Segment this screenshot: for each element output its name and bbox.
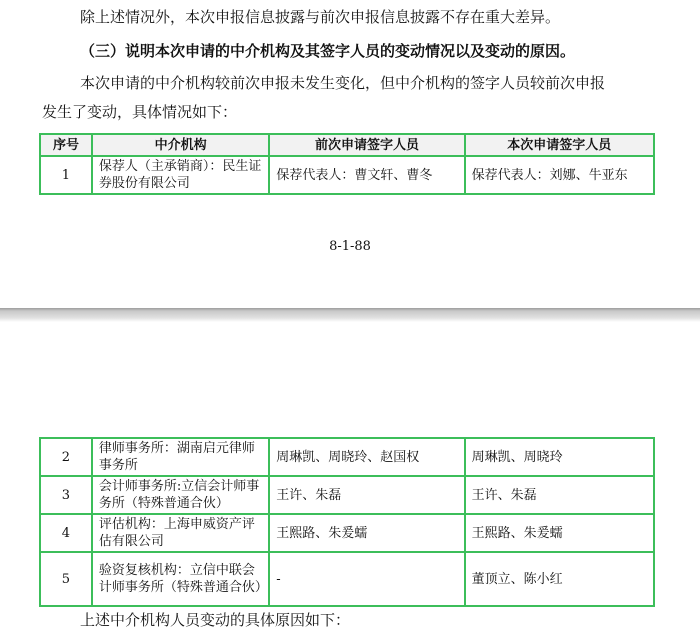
previous-signers-cell: -: [269, 552, 464, 606]
table-row: [40, 438, 654, 476]
paragraph-line: 上述中介机构人员变动的具体原因如下：: [80, 611, 351, 629]
table-header-row: [40, 134, 654, 156]
agency-cell: 验资复核机构：立信中联会计师事务所（特殊普通合伙）: [92, 552, 269, 606]
section-heading: （三）说明本次申请的中介机构及其签字人员的变动情况以及变动的原因。: [80, 42, 576, 60]
previous-signers-cell: 王许、朱磊: [269, 476, 464, 514]
current-signers-cell: 王许、朱磊: [465, 476, 654, 514]
agency-cell: 律师事务所：湖南启元律师事务所: [92, 438, 269, 476]
page-number: 8-1-88: [329, 239, 371, 254]
page-separator: [0, 308, 700, 322]
paragraph-line: 发生了变动，具体情况如下：: [42, 103, 238, 121]
current-signers-cell: 周琳凯、周晓玲: [465, 438, 654, 476]
table-row: [40, 514, 654, 552]
row-number: 3: [40, 476, 92, 514]
current-signers-cell: 王熙路、朱爰蠕: [465, 514, 654, 552]
previous-signers-cell: 王熙路、朱爰蠕: [269, 514, 464, 552]
column-header: 中介机构: [92, 134, 269, 156]
table-row: [40, 476, 654, 514]
agency-cell: 保荐人（主承销商）：民生证券股份有限公司: [92, 156, 269, 194]
agency-change-table-continued: [39, 437, 655, 607]
row-number: 4: [40, 514, 92, 552]
current-signers-cell: 保荐代表人：刘娜、牛亚东: [465, 156, 654, 194]
column-header: 本次申请签字人员: [465, 134, 654, 156]
agency-change-table: [39, 133, 655, 195]
table-row: [40, 156, 654, 194]
paragraph-line: 除上述情况外，本次申报信息披露与前次申报信息披露不存在重大差异。: [80, 8, 561, 26]
paragraph-line: 本次申请的中介机构较前次申报未发生变化，但中介机构的签字人员较前次申报: [80, 74, 606, 92]
row-number: 1: [40, 156, 92, 194]
previous-signers-cell: 保荐代表人：曹文轩、曹冬: [269, 156, 464, 194]
table-row: [40, 552, 654, 606]
row-number: 2: [40, 438, 92, 476]
column-header: 序号: [40, 134, 92, 156]
column-header: 前次申请签字人员: [269, 134, 464, 156]
current-signers-cell: 董顶立、陈小红: [465, 552, 654, 606]
agency-cell: 评估机构：上海申威资产评估有限公司: [92, 514, 269, 552]
agency-cell: 会计师事务所:立信会计师事务所（特殊普通合伙）: [92, 476, 269, 514]
previous-signers-cell: 周琳凯、周晓玲、赵国权: [269, 438, 464, 476]
row-number: 5: [40, 552, 92, 606]
